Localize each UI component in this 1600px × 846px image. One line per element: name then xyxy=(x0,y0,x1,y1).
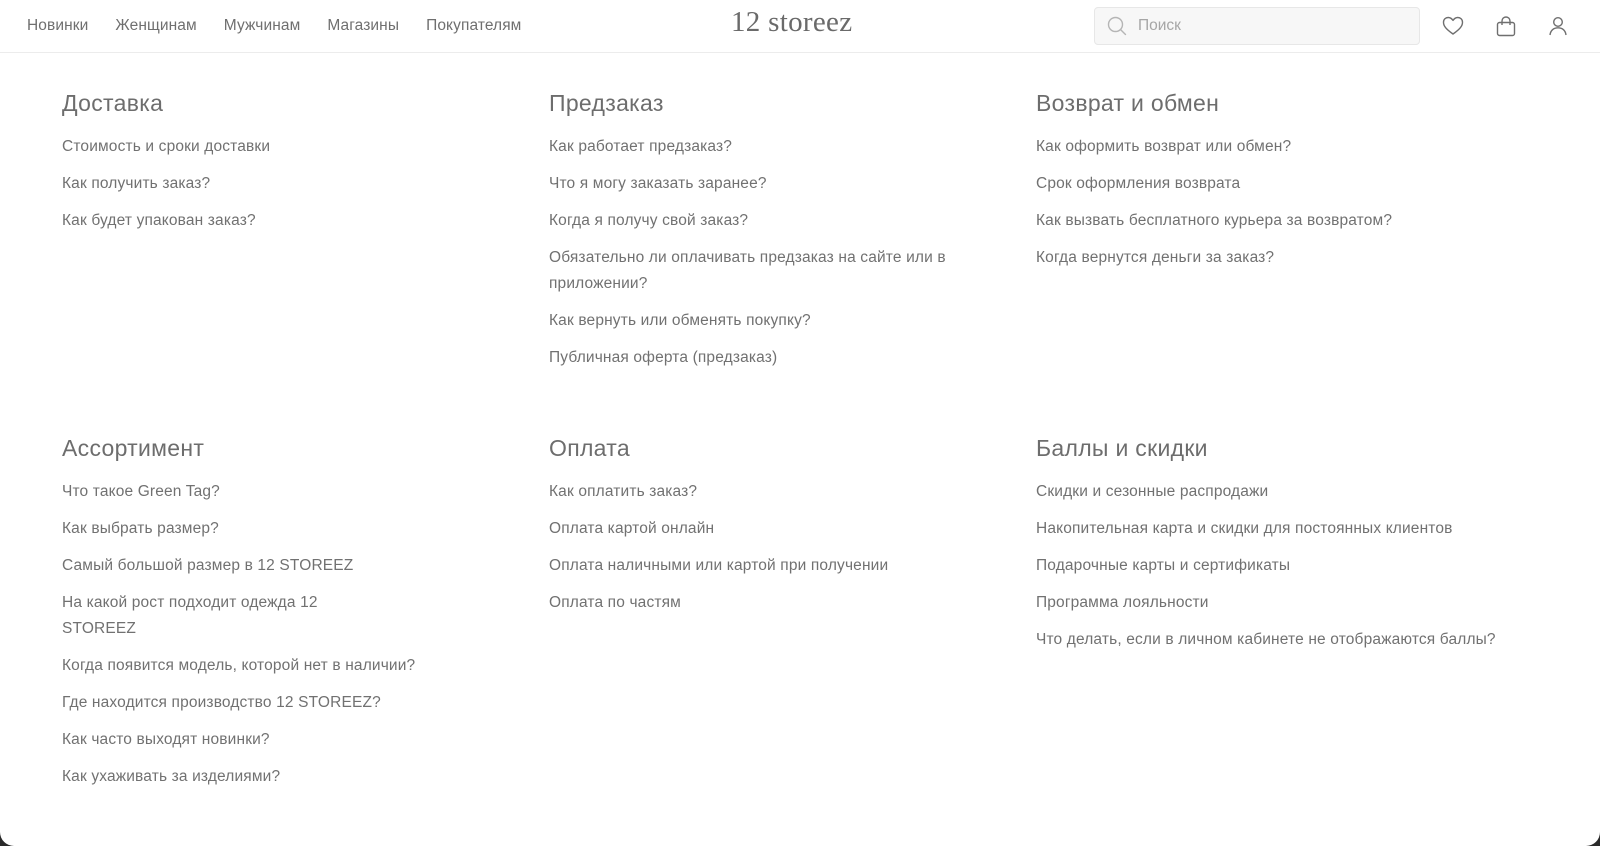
faq-link[interactable]: Как будет упакован заказ? xyxy=(62,212,256,229)
search-icon xyxy=(1106,15,1128,37)
section-title: Баллы и скидки xyxy=(1036,435,1208,461)
faq-link[interactable]: Скидки и сезонные распродажи xyxy=(1036,483,1269,500)
section-title: Возврат и обмен xyxy=(1036,90,1220,116)
faq-link[interactable]: Когда вернутся деньги за заказ? xyxy=(1036,249,1275,266)
section-title: Доставка xyxy=(62,90,164,116)
faq-link[interactable]: Самый большой размер в 12 STOREEZ xyxy=(62,557,354,574)
faq-link[interactable]: Оплата картой онлайн xyxy=(549,520,715,537)
faq-link[interactable]: Как выбрать размер? xyxy=(62,520,219,537)
nav-item-new[interactable]: Новинки xyxy=(27,17,89,34)
user-icon[interactable] xyxy=(1546,14,1570,38)
main-nav xyxy=(27,0,521,52)
faq-link[interactable]: Как работает предзаказ? xyxy=(549,138,733,155)
nav-item-women[interactable]: Женщинам xyxy=(115,17,197,34)
heart-icon[interactable] xyxy=(1441,14,1465,38)
faq-link[interactable]: Как вызвать бесплатного курьера за возвратом? xyxy=(1036,212,1393,229)
faq-link[interactable]: Когда появится модель, которой нет в наличии? xyxy=(62,657,416,674)
faq-link[interactable]: Подарочные карты и сертификаты xyxy=(1036,557,1291,574)
nav-item-stores[interactable]: Магазины xyxy=(327,17,400,34)
faq-link[interactable]: Оплата наличными или картой при получении xyxy=(549,557,889,574)
nav-item-men[interactable]: Мужчинам xyxy=(223,17,301,34)
section-returns xyxy=(1036,86,1496,282)
search-box[interactable] xyxy=(1094,7,1420,45)
faq-link[interactable]: Оплата по частям xyxy=(549,594,681,611)
faq-link[interactable]: Что делать, если в личном кабинете не отображаются баллы? xyxy=(1036,631,1496,648)
faq-link[interactable]: Программа лояльности xyxy=(1036,594,1209,611)
faq-link[interactable]: Как часто выходят новинки? xyxy=(62,731,270,748)
section-payment xyxy=(549,431,1009,627)
nav-item-customers[interactable]: Покупателям xyxy=(426,17,522,34)
search-input[interactable] xyxy=(1136,16,1400,36)
faq-link[interactable]: Как вернуть или обменять покупку? xyxy=(549,312,811,329)
faq-link[interactable]: Срок оформления возврата xyxy=(1036,175,1241,192)
faq-link[interactable]: Публичная оферта (предзаказ) xyxy=(549,349,778,366)
faq-link[interactable]: Накопительная карта и скидки для постоянных клиентов xyxy=(1036,520,1453,537)
section-title: Предзаказ xyxy=(549,90,664,116)
faq-link[interactable]: Стоимость и сроки доставки xyxy=(62,138,271,155)
faq-link[interactable]: Как ухаживать за изделиями? xyxy=(62,768,281,785)
faq-link[interactable]: Как оформить возврат или обмен? xyxy=(1036,138,1292,155)
faq-link[interactable]: Что я могу заказать заранее? xyxy=(549,175,767,192)
faq-link[interactable]: На какой рост подходит одежда 12 STOREEZ xyxy=(62,594,318,637)
site-logo[interactable]: 12 storeez xyxy=(731,6,853,38)
faq-link[interactable]: Обязательно ли оплачивать предзаказ на сайте или в приложении? xyxy=(549,249,946,292)
faq-link[interactable]: Когда я получу свой заказ? xyxy=(549,212,749,229)
faq-link[interactable]: Как оплатить заказ? xyxy=(549,483,698,500)
site-header xyxy=(0,0,1600,53)
faq-link[interactable]: Что такое Green Tag? xyxy=(62,483,220,500)
faq-link[interactable]: Как получить заказ? xyxy=(62,175,211,192)
section-delivery xyxy=(62,86,522,245)
faq-link[interactable]: Где находится производство 12 STOREEZ? xyxy=(62,694,381,711)
bag-icon[interactable] xyxy=(1494,14,1518,38)
section-preorder xyxy=(549,86,1009,382)
section-points-discounts xyxy=(1036,431,1496,664)
section-assortment xyxy=(62,431,522,801)
section-title: Оплата xyxy=(549,435,630,461)
section-title: Ассортимент xyxy=(62,435,205,461)
